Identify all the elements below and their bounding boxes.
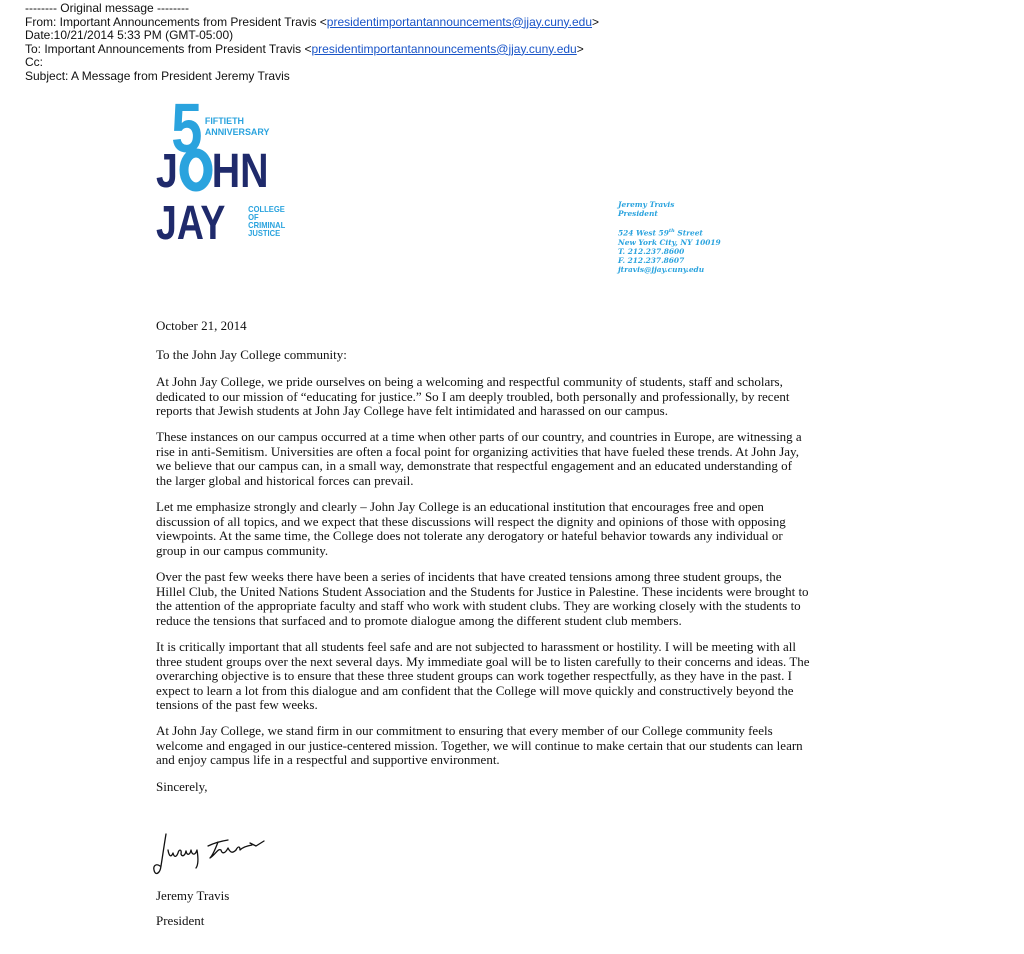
logo-college-line-4: JUSTICE [248, 228, 281, 239]
letterhead-title: President [618, 209, 658, 219]
from-line [25, 16, 599, 30]
letter-paragraph-3: Let me emphasize strongly and clearly – John Jay College is an educational institution that encourages free and open discussion of all topics, and we expect that these discussions will respect the dignity and opinions of those with opposing viewpoints. At the same time, the College does not tolerate any derogatory or hateful behavior towards any individual or group in our campus community. [156, 499, 786, 558]
letter-paragraph-4: Over the past few weeks there have been a series of incidents that have created tensions among three student groups, the Hillel Club, the United Nations Student Association and the Students for Justice in Palestine. These incidents were brought to the attention of the appropriate faculty and staff who work with student clubs. They are working closely with the students to reduce the tensions that surfaced and to promote dialogue among the different student club members. [156, 569, 809, 628]
logo-word-jay: JAY [156, 196, 226, 251]
letterhead-city: New York City, NY 10019 [618, 237, 721, 247]
logo-word-hn: HN [211, 144, 269, 198]
to-label: To: Important Announcements from President Travis < [25, 41, 312, 56]
to-line [25, 43, 599, 57]
logo-word-jo: J [156, 144, 178, 198]
from-suffix: > [592, 14, 600, 29]
letterhead-street: 524 West 59th Street [618, 228, 703, 238]
signer-name: Jeremy Travis [156, 888, 230, 903]
cc-line: Cc: [25, 55, 43, 70]
logo-fiftieth: FIFTIETH [204, 115, 245, 127]
to-email-link[interactable]: presidentimportantannouncements@jjay.cuny.edu [311, 41, 577, 56]
letter-date: October 21, 2014 [156, 318, 247, 333]
letter-paragraph-2: These instances on our campus occurred at a time when other parts of our country, and countries in Europe, are witnessing a rise in anti-Semitism. Universities are often a focal point for organizing activities that have fueled these trends. At John Jay, we believe that our campus can, in a small way, demonstrate that respectful engagement and an educated understanding of the larger global and historical forces can prevail. [156, 429, 802, 488]
from-label: From: Important Announcements from President Travis < [25, 14, 327, 29]
john-jay-anniversary-logo [156, 90, 286, 251]
logo-numeral-5: 5 [171, 90, 203, 168]
logo-college-line-1: COLLEGE [248, 204, 285, 215]
logo-college-line-3: CRIMINAL [248, 220, 286, 231]
letterhead-phone: T. 212.237.8600 [618, 246, 685, 256]
to-suffix: > [576, 41, 584, 56]
date-line: Date:10/21/2014 5:33 PM (GMT-05:00) [25, 28, 234, 43]
email-header [25, 2, 599, 84]
letterhead-email: jtravis@jjay.cuny.edu [618, 265, 705, 275]
letterhead-name: Jeremy Travis [618, 200, 675, 209]
letter-salutation: To the John Jay College community: [156, 347, 347, 362]
subject-line: Subject: A Message from President Jeremy Travis [25, 68, 290, 83]
original-message-separator: -------- Original message -------- [25, 1, 189, 15]
letterhead-fax: F. 212.237.8607 [618, 255, 685, 265]
logo-college-line-2: OF [248, 212, 259, 223]
letter-paragraph-6: At John Jay College, we stand firm in our commitment to ensuring that every member of our College community feels welcome and engaged in our justice-centered mission. Together, we will continue to make certain that our students can learn and enjoy campus life in a respectful and supportive environment. [156, 723, 803, 768]
logo-anniversary: ANNIVERSARY [204, 126, 270, 138]
letter-closing: Sincerely, [156, 779, 208, 794]
signer-title: President [156, 913, 205, 928]
letter-paragraph-5: It is critically important that all students feel safe and are not subjected to harassment or hostility. I will be meeting with all three student groups over the next several days. My immediate goal will be to listen carefully to their concerns and ideas. The overarching objective is to ensure that these three student groups can work together respectfully, as they have in the past. I expect to learn a lot from this dialogue and am confident that the College will move quickly and constructively beyond the tensions of the past few weeks. [156, 639, 810, 713]
from-email-link[interactable]: presidentimportantannouncements@jjay.cuny.edu [326, 14, 593, 29]
letterhead-address [618, 200, 721, 274]
letter-paragraph-1: At John Jay College, we pride ourselves on being a welcoming and respectful community of students, staff and scholars, dedicated to our mission of “educating for justice.” So I am deeply troubled, both personally and professionally, by recent reports that Jewish students at John Jay College have felt intimidated and harassed on our campus. [156, 374, 790, 419]
handwritten-signature [152, 826, 280, 880]
